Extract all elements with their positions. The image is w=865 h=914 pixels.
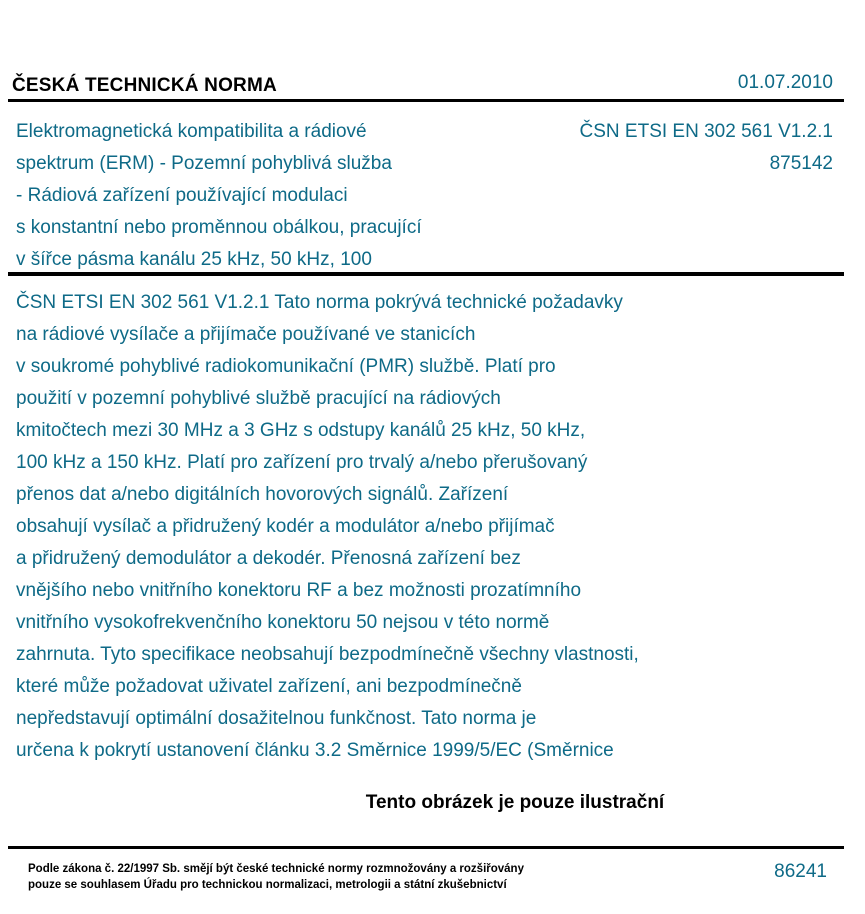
abstract-line: přenos dat a/nebo digitálních hovorových signálů. Zařízení	[16, 484, 509, 505]
title-rule	[8, 272, 844, 276]
abstract-line: použití v pozemní pohyblivé službě pracující na rádiových	[16, 388, 501, 409]
class-number: 875142	[769, 153, 833, 174]
standard-code: ČSN ETSI EN 302 561 V1.2.1	[579, 121, 833, 142]
abstract-line: v soukromé pohyblivé radiokomunikační (PMR) službě. Platí pro	[16, 356, 556, 377]
title-line: - Rádiová zařízení používající modulaci	[16, 185, 348, 206]
abstract-line: určena k pokrytí ustanovení článku 3.2 Směrnice 1999/5/EC (Směrnice	[16, 740, 614, 761]
title-line: Elektromagnetická kompatibilita a rádiové	[16, 121, 367, 142]
abstract-line: ČSN ETSI EN 302 561 V1.2.1 Tato norma pokrývá technické požadavky	[16, 292, 623, 313]
abstract-line: zahrnuta. Tyto specifikace neobsahují bezpodmínečně všechny vlastnosti,	[16, 644, 639, 665]
document-type-title: ČESKÁ TECHNICKÁ NORMA	[12, 75, 277, 96]
abstract-line: kmitočtech mezi 30 MHz a 3 GHz s odstupy kanálů 25 kHz, 50 kHz,	[16, 420, 586, 441]
standard-identifier	[580, 116, 833, 180]
abstract-line: nepředstavují optimální dosažitelnou funkčnost. Tato norma je	[16, 708, 537, 729]
legal-notice	[28, 861, 524, 893]
publication-date: 01.07.2010	[737, 72, 833, 93]
footer-rule	[8, 846, 844, 849]
abstract-line: obsahují vysílač a přidružený kodér a modulátor a/nebo přijímač	[16, 516, 555, 537]
standard-title	[16, 116, 506, 276]
abstract-line: vnitřního vysokofrekvenčního konektoru 50 nejsou v této normě	[16, 612, 550, 633]
title-line: spektrum (ERM) - Pozemní pohyblivá služba	[16, 153, 392, 174]
abstract-line: na rádiové vysílače a přijímače používané ve stanicích	[16, 324, 476, 345]
catalog-number: 86241	[774, 861, 827, 882]
abstract-text	[16, 287, 756, 767]
legal-line: pouze se souhlasem Úřadu pro technickou normalizaci, metrologii a státní zkušebnictví	[28, 879, 507, 891]
title-line: s konstantní nebo proměnnou obálkou, pracující	[16, 217, 422, 238]
illustration-disclaimer: Tento obrázek je pouze ilustrační	[365, 792, 665, 813]
legal-line: Podle zákona č. 22/1997 Sb. smějí být české technické normy rozmnožovány a rozšiřovány	[28, 863, 524, 875]
abstract-line: a přidružený demodulátor a dekodér. Přenosná zařízení bez	[16, 548, 521, 569]
abstract-line: vnějšího nebo vnitřního konektoru RF a bez možnosti prozatímního	[16, 580, 582, 601]
title-line: v šířce pásma kanálu 25 kHz, 50 kHz, 100	[16, 249, 372, 270]
abstract-line: které může požadovat uživatel zařízení, ani bezpodmínečně	[16, 676, 522, 697]
abstract-line: 100 kHz a 150 kHz. Platí pro zařízení pro trvalý a/nebo přerušovaný	[16, 452, 588, 473]
header-rule	[8, 99, 844, 102]
